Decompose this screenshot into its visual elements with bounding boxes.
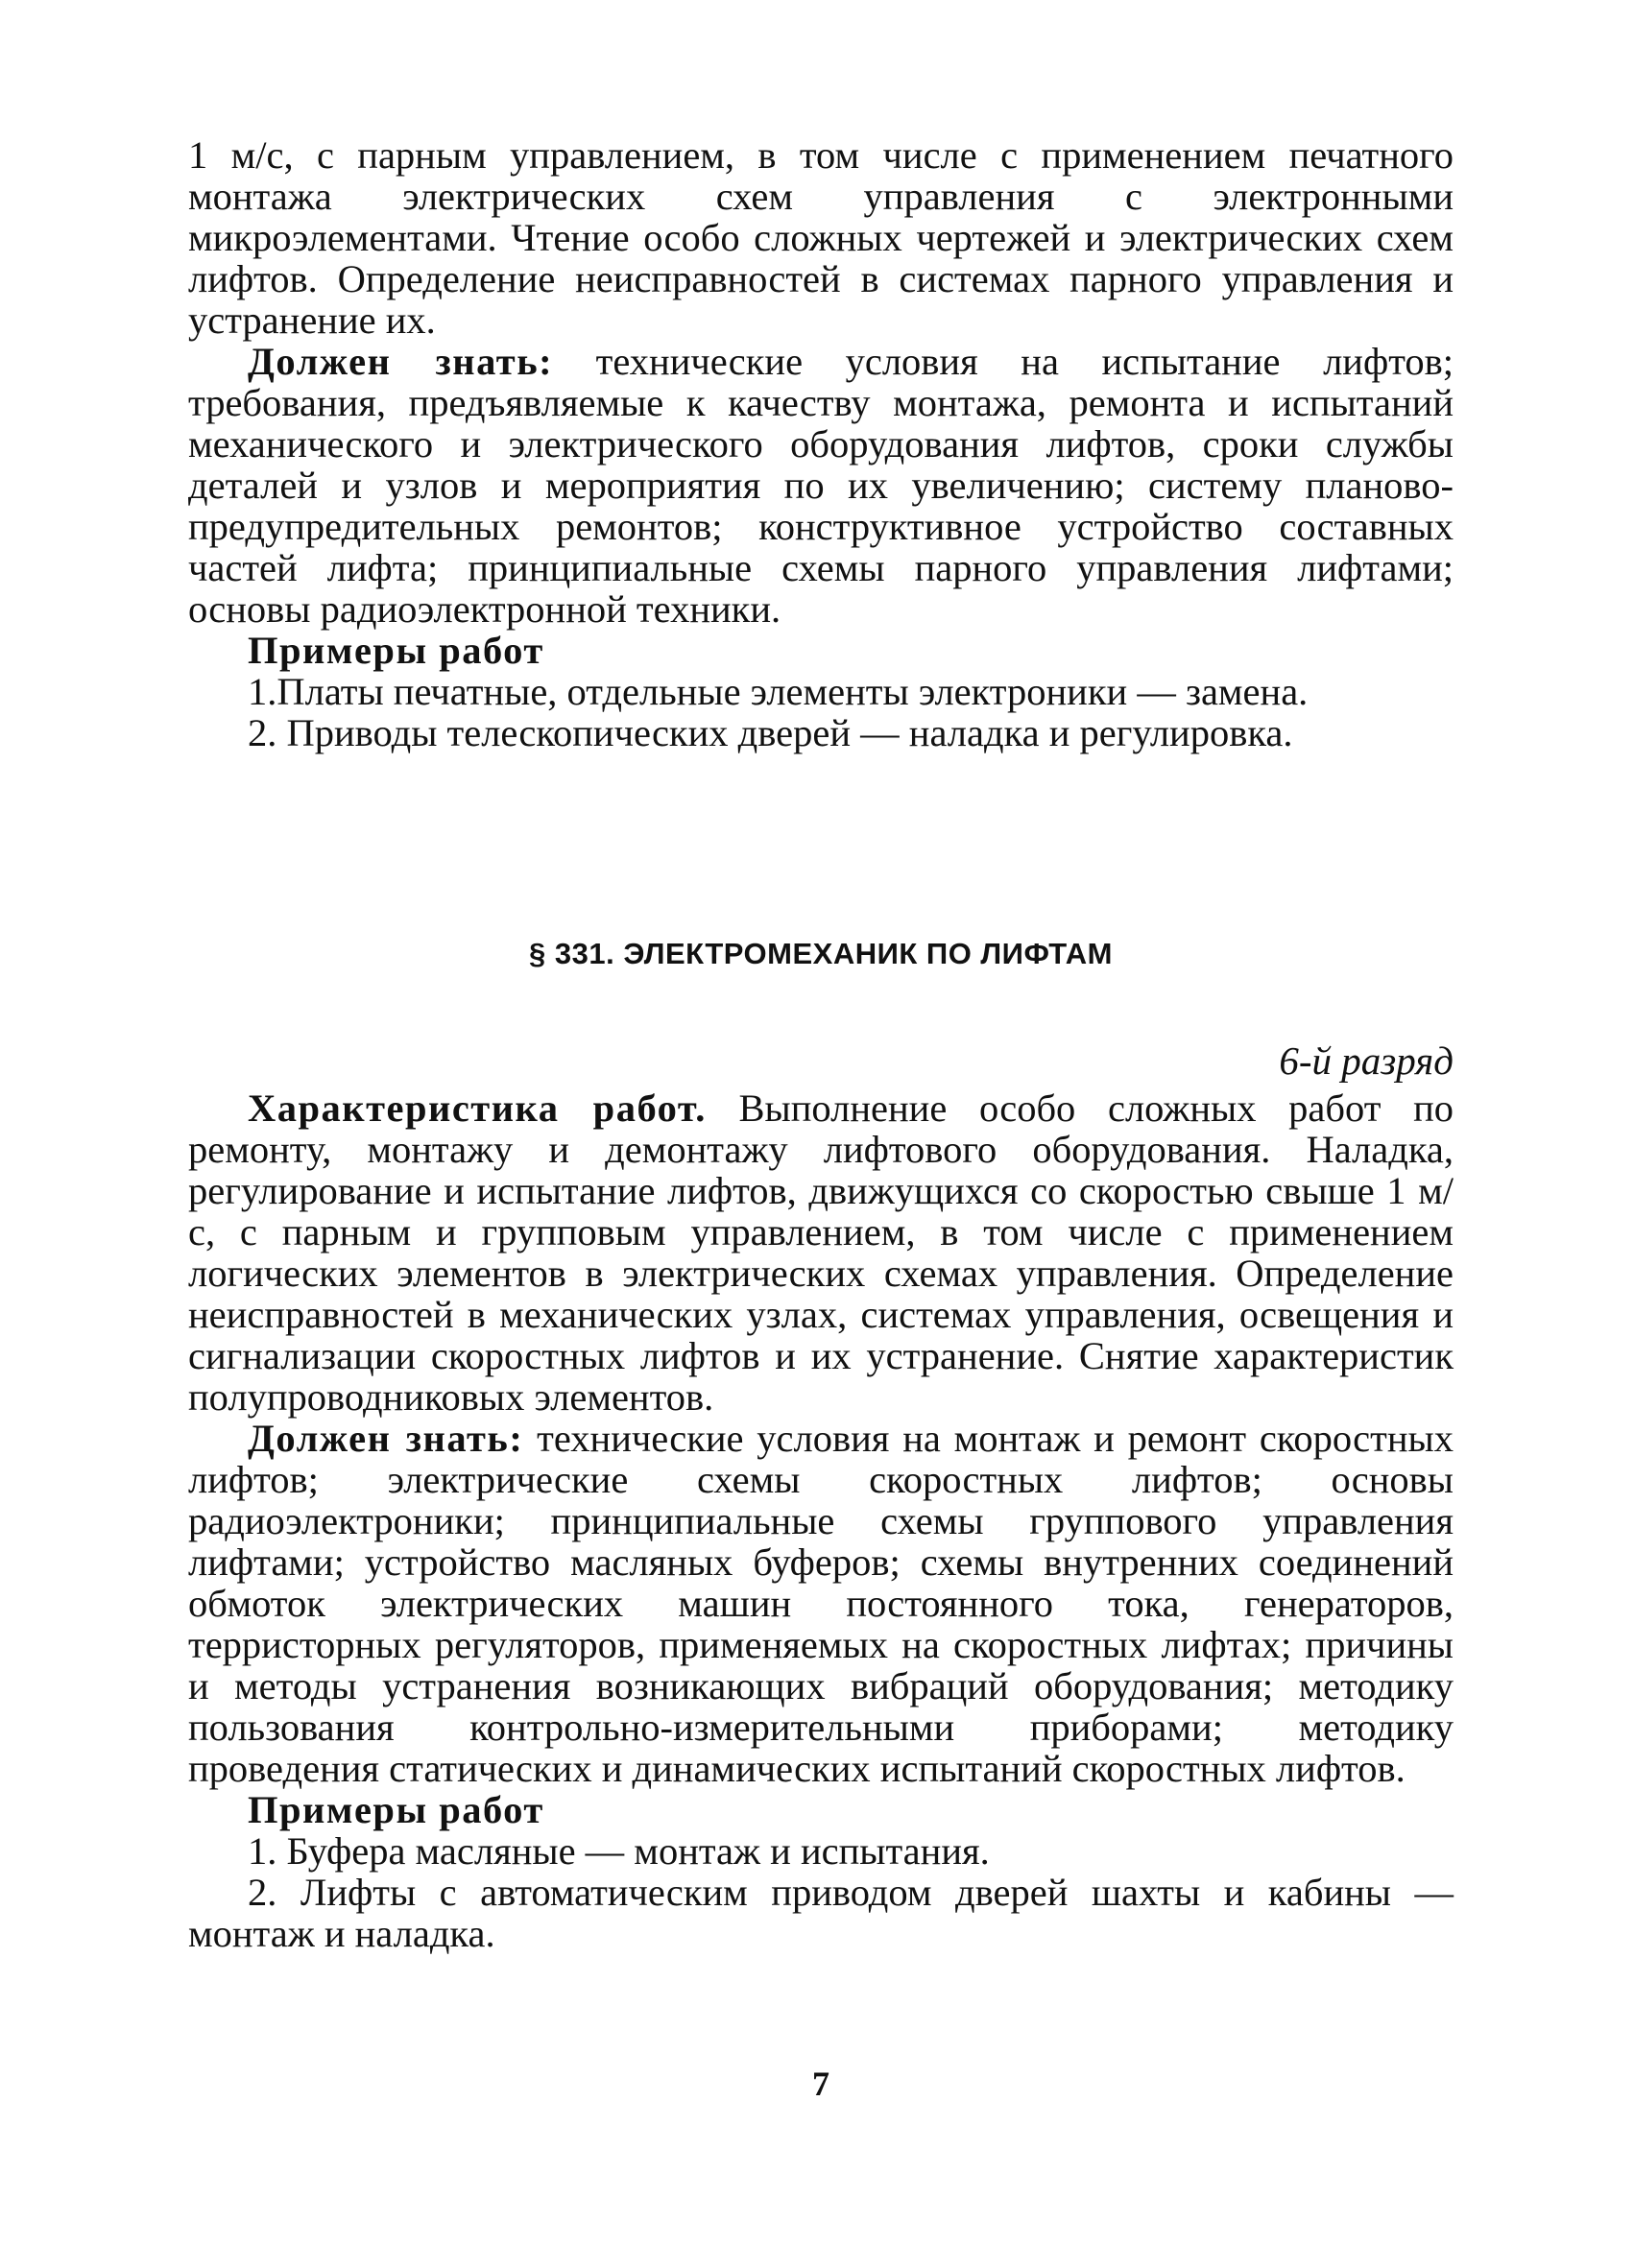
section-body — [188, 1087, 1454, 1954]
characteristics-label: Характеристика работ. — [248, 1086, 707, 1130]
example-item: 1.Платы печатные, отдельные элементы электроники — замена. — [248, 670, 1309, 713]
examples-title: Примеры работ — [248, 1788, 544, 1831]
characteristics-paragraph — [188, 1087, 1454, 1418]
examples-title: Примеры работ — [248, 629, 544, 672]
continuation-paragraph: 1 м/с, с парным управлением, в том числе с применением печатного монтажа электрических схем управления с электронными микроэлементами. Чтение особо сложных чертежей и электрических схем лифтов. Определение неисправностей в системах парного управления и устранение их. — [188, 133, 1454, 342]
must-know-text: технические условия на монтаж и ремонт скоростных лифтов; электрические схемы скоростных лифтов; основы радиоэлектроники; принципиальные схемы группового управления лифтами; устройство масляных буферов; схемы внутренних соединений обмоток электрических машин постоянного тока, генераторов, терристорных регуляторов, применяемых на скоростных лифтах; причины и методы устранения возникающих вибраций оборудования; методику пользования контрольно-измерительными приборами; методику проведения статических и динамических испытаний скоростных лифтов. — [188, 1417, 1454, 1790]
example-item: 2. Лифты с автоматическим приводом дверей шахты и кабины — монтаж и наладка. — [188, 1871, 1454, 1955]
example-item: 1. Буфера масляные — монтаж и испытания. — [248, 1829, 990, 1873]
must-know-label: Должен знать: — [248, 1417, 524, 1460]
page-number: 7 — [812, 2065, 829, 2103]
must-know-text: технические условия на испытание лифтов; требования, предъявляемые к качеству монтажа, ремонта и испытаний механического и электрического оборудования лифтов, сроки службы деталей и узлов и мероприятия по их увеличению; систему планово-предупредительных ремонтов; конструктивное устройство составных частей лифта; принципиальные схемы парного управления лифтами; основы радиоэлектронной техники. — [188, 340, 1454, 631]
section-title: § 331. ЭЛЕКТРОМЕХАНИК ПО ЛИФТАМ — [529, 937, 1113, 970]
grade-label: 6-й разряд — [1279, 1039, 1454, 1083]
must-know-label: Должен знать: — [248, 340, 554, 383]
example-item: 2. Приводы телескопических дверей — наладка и регулировка. — [248, 711, 1293, 754]
must-know-paragraph — [188, 341, 1454, 630]
must-know-paragraph — [188, 1418, 1454, 1789]
characteristics-text: Выполнение особо сложных работ по ремонту, монтажу и демонтажу лифтового оборудования. Наладка, регулирование и испытание лифтов, движущихся со скоростью свыше 1 м/с, с парным и групповым управлением, в том числе с применением логических элементов в электрических схемах управления. Определение неисправностей в механических узлах, системах управления, освещения и сигнализации скоростных лифтов и их устранение. Снятие характеристик полупроводниковых элементов. — [188, 1086, 1454, 1419]
previous-section-tail — [188, 134, 1454, 753]
